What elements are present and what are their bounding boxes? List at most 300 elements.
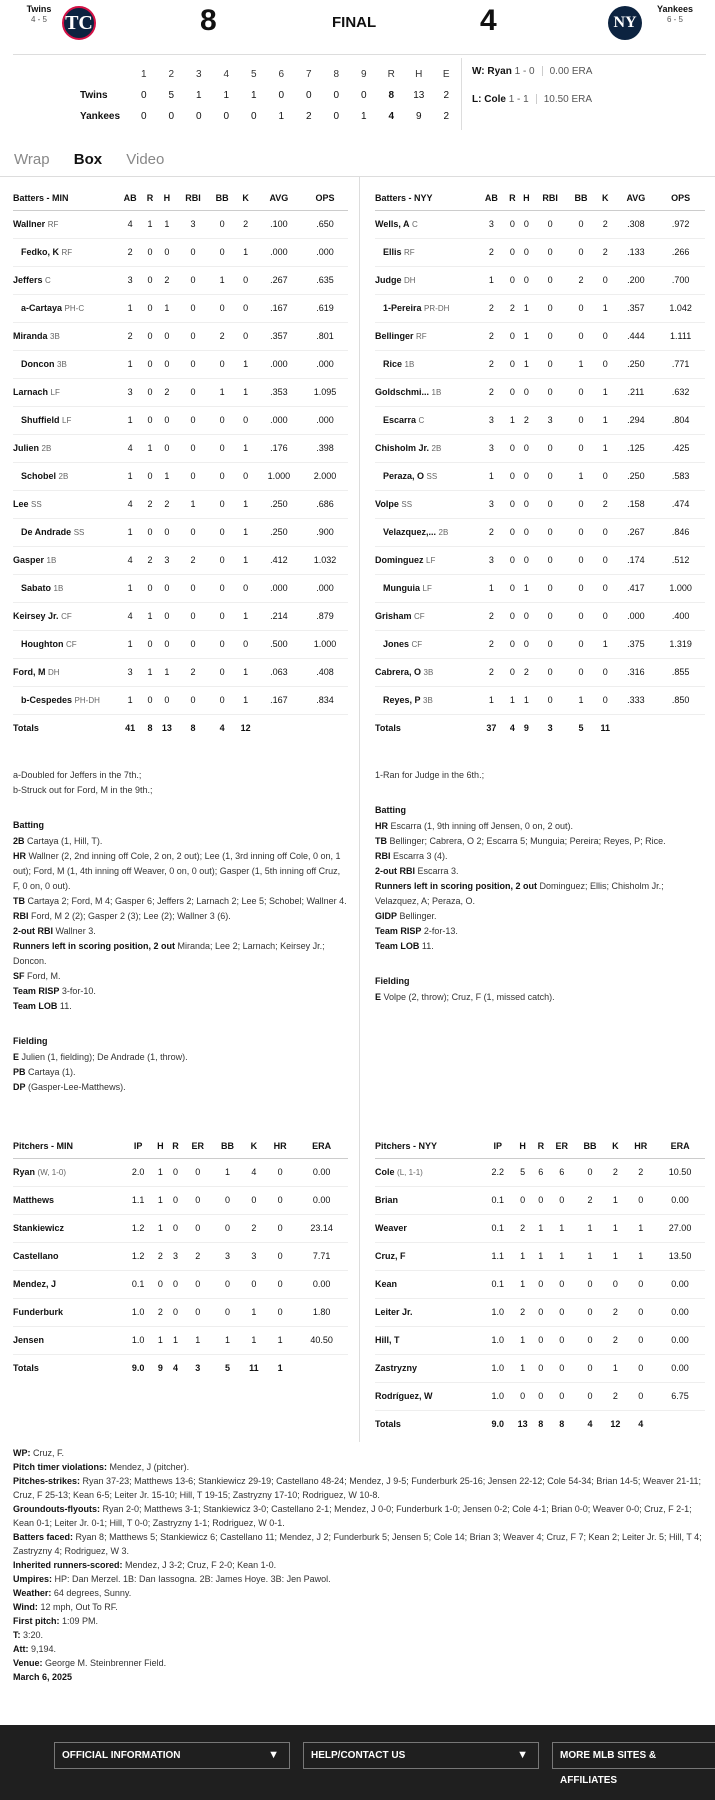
batter-stat: 0 [505,266,519,294]
game-info-line [13,1558,708,1572]
batter-stat: .000 [302,350,348,378]
totals-empty [656,714,705,742]
pitcher-name[interactable]: Hill, T [375,1335,400,1345]
pitcher-stat: 0 [183,1298,212,1326]
pitcher-stat: 3 [243,1242,265,1270]
linescore-cell: 1 [223,90,230,101]
batter-name[interactable]: Fedko, K [21,247,60,257]
batter-stat: 0 [533,602,566,630]
pitcher-row [375,1242,705,1270]
pitcher-stat: 0 [265,1242,295,1270]
pitcher-stat: 2 [153,1298,168,1326]
note-line [375,819,705,834]
pitcher-stat: 0 [576,1354,605,1382]
batter-name[interactable]: Schobel [21,471,57,481]
totals-stat: 41 [125,723,136,734]
linescore-col-header: 3 [195,69,202,80]
game-info-key: Batters faced: [13,1532,74,1542]
batter-stat: 0 [143,322,156,350]
totals-stat: 4 [219,723,225,734]
note-line [375,849,705,864]
batter-stat: 1.042 [656,294,705,322]
batter-cell [375,602,477,630]
batter-stat: .294 [616,406,657,434]
batter-name[interactable]: Grisham [375,611,412,621]
batter-name-wrap [13,583,63,593]
batter-stat: 4 [117,602,144,630]
batter-stat: .700 [656,266,705,294]
batter-name-wrap [13,303,84,313]
batter-stat: .158 [616,490,657,518]
pitcher-cell [375,1214,484,1242]
batter-name[interactable]: Bellinger [375,331,414,341]
divider [461,58,462,130]
totals-stat: 1 [277,1363,283,1374]
pitcher-stat: 3 [168,1242,183,1270]
batter-stat: .650 [302,210,348,238]
winning-pitcher [472,66,592,77]
batter-stat: 0 [143,406,156,434]
game-info-key: Groundouts-flyouts: [13,1504,100,1514]
batter-stat: 0 [567,406,595,434]
tab-box[interactable]: Box [73,151,103,168]
batter-stat: .267 [616,518,657,546]
away-pitching-table [13,1134,348,1382]
linescore-team[interactable]: Yankees [80,111,121,122]
linescore-cell: 1 [250,90,257,101]
win-label: W: [472,66,485,77]
pitcher-name[interactable]: Stankiewicz [13,1223,65,1233]
batter-name[interactable]: Keirsey Jr. [13,611,59,621]
batter-name-wrap [375,639,422,649]
batter-name[interactable]: Judge [375,275,402,285]
batter-name[interactable]: b-Cespedes [21,695,73,705]
pitcher-stat: 0 [548,1270,576,1298]
pitcher-name[interactable]: Funderburk [13,1307,64,1317]
totals-empty [295,1354,348,1382]
game-info-value: Cruz, F. [33,1448,65,1458]
batting-totals-row [375,714,705,742]
game-info-value: Ryan 37-23; Matthews 13-6; Stankiewicz 29-19; Castellano 48-24; Mendez, J 9-5; Funderburk 25-16; Jensen 22-12; Cole 54-34; Brian 14-5; Weaver 21-11; Cruz, F 25-13; Kean 6-5; Leiter Jr. 15-10; Hill, T 19-15; Zastryzny 17-10; Rodriguez, W 10-8. [13,1476,702,1500]
batter-stat: .846 [656,518,705,546]
batter-position: PH-DH [74,696,100,705]
batter-row [13,518,348,546]
batter-row [375,406,705,434]
batter-stat: .972 [656,210,705,238]
pitcher-name[interactable]: Matthews [13,1195,55,1205]
batter-stat: 0 [533,350,566,378]
batting-col-header: AB [477,186,505,210]
batter-row [375,350,705,378]
batter-name-wrap [375,415,424,425]
batter-stat: 2 [477,630,505,658]
chevron-down-icon: ▼ [268,1749,279,1761]
batter-name[interactable]: Ellis [383,247,402,257]
batter-name[interactable]: Lee [13,499,29,509]
batter-name[interactable]: Gasper [13,555,45,565]
batter-stat: 1 [477,574,505,602]
help-contact-button[interactable] [303,1742,539,1769]
batter-stat: 1 [567,686,595,714]
home-team[interactable] [655,4,695,25]
batter-cell [375,518,477,546]
batter-name[interactable]: 1-Pereira [383,303,422,313]
batter-name[interactable]: Rice [383,359,403,369]
pitcher-stat: 0 [534,1298,548,1326]
pitcher-stat: 2 [512,1298,534,1326]
batter-stat: 1.000 [302,630,348,658]
linescore-col-header [80,64,130,85]
batter-name-wrap [13,499,42,509]
batter-name-wrap [13,331,60,341]
batter-name[interactable]: Volpe [375,499,399,509]
tab-wrap[interactable]: Wrap [14,151,50,168]
totals-stat: 12 [240,723,251,734]
totals-stat: 5 [578,723,584,734]
away-team[interactable] [22,4,56,25]
batter-stat: .176 [256,434,302,462]
notes-section-title: Fielding [375,976,410,986]
more-mlb-sites-label: MORE MLB SITES & AFFILIATES [560,1750,657,1786]
batter-stat: 0 [505,518,519,546]
batter-name[interactable]: Miranda [13,331,48,341]
batter-name-wrap [13,415,71,425]
batter-name[interactable]: Chisholm Jr. [375,443,430,453]
batter-name[interactable]: Reyes, P [383,695,421,705]
batter-name[interactable]: Doncon [21,359,55,369]
pitcher-stat: 13.50 [655,1242,705,1270]
game-info-line [13,1614,708,1628]
pitcher-stat: 0 [512,1186,534,1214]
official-information-button[interactable] [54,1742,290,1769]
pitcher-stat: 1 [243,1326,265,1354]
batter-stat: 1 [235,490,255,518]
pitcher-name[interactable]: Leiter Jr. [375,1307,413,1317]
batter-name[interactable]: De Andrade [21,527,72,537]
pitcher-stat: 1 [626,1214,655,1242]
batter-position: RF [47,220,59,229]
pitcher-name[interactable]: Castellano [13,1251,59,1261]
batter-stat: .133 [616,238,657,266]
batter-stat: 0 [519,546,533,574]
pitcher-name[interactable]: Brian [375,1195,399,1205]
batter-row [13,350,348,378]
pitcher-name[interactable]: Kean [375,1279,398,1289]
batter-row [13,406,348,434]
pitcher-stat: 1.0 [124,1298,153,1326]
batter-stat: 0 [235,630,255,658]
pitcher-stat: 0.1 [124,1270,153,1298]
batter-stat: .879 [302,602,348,630]
batter-stat: 0 [567,602,595,630]
batter-stat: 0 [519,602,533,630]
linescore-cell: 0 [140,90,147,101]
batter-row [13,686,348,714]
win-pitcher-era: 0.00 ERA [549,66,593,77]
note-key: 2-out RBI [375,866,415,876]
totals-stat: 11 [249,1363,259,1374]
game-info-key: Venue: [13,1658,43,1668]
batter-stat: 0 [177,378,209,406]
game-info-key: Weather: [13,1588,52,1598]
totals-label: Totals [13,1363,39,1374]
pitcher-stat: 0 [626,1326,655,1354]
batter-stat: 1 [477,462,505,490]
note-value: Cartaya (1, Hill, T). [27,836,103,846]
batter-stat: .834 [302,686,348,714]
batter-stat: 0 [595,574,616,602]
batter-stat: 0 [533,630,566,658]
batter-position: PR-DH [424,304,450,313]
batter-name-wrap [13,387,60,397]
pitching-table-title: Pitchers - NYY [375,1134,484,1158]
batter-stat: 1 [519,574,533,602]
pitcher-name[interactable]: Ryan [13,1167,36,1177]
game-info-value: 1:09 PM. [62,1616,99,1626]
batter-cell [13,294,117,322]
batter-stat: 2 [519,406,533,434]
batter-row [375,490,705,518]
batter-stat: 3 [157,546,177,574]
pitcher-name[interactable]: Rodríguez, W [375,1391,433,1401]
batter-stat: 0 [157,434,177,462]
pitcher-stat: 0 [183,1186,212,1214]
linescore-col-header: 7 [305,69,312,80]
batter-stat: 0 [143,294,156,322]
batter-name[interactable]: Jeffers [13,275,43,285]
game-date: March 6, 2025 [13,1672,73,1682]
batter-stat: 1 [143,658,156,686]
batter-stat: 0 [209,350,236,378]
batter-stat: 0 [209,518,236,546]
note-line [375,834,705,849]
batter-row [13,238,348,266]
notes-section-title: Fielding [13,1036,48,1046]
pitcher-row [375,1354,705,1382]
batter-name[interactable]: Cabrera, O [375,667,422,677]
batter-stat: 1.032 [302,546,348,574]
note-key: E [13,1052,20,1062]
win-pitcher-record: 1 - 0 [514,66,535,77]
tab-video[interactable]: Video [126,151,165,168]
batter-cell [13,490,117,518]
more-mlb-sites-button[interactable] [552,1742,715,1786]
batter-stat: 0 [209,546,236,574]
batter-row [13,378,348,406]
pitcher-name[interactable]: Zastryzny [375,1363,418,1373]
batter-stat: 0 [209,238,236,266]
batter-name[interactable]: Sabato [21,583,52,593]
pitcher-stat: 0 [548,1298,576,1326]
batter-stat: 0 [533,378,566,406]
batter-position: 2B [41,444,52,453]
pitcher-name[interactable]: Jensen [13,1335,45,1345]
batter-position: 3B [423,668,434,677]
batter-stat: 2 [177,546,209,574]
game-info-value: HP: Dan Merzel. 1B: Dan Iassogna. 2B: James Hoye. 3B: Jen Pawol. [54,1574,331,1584]
pitcher-name[interactable]: Cole [375,1167,395,1177]
pitcher-row [13,1158,348,1186]
batter-name[interactable]: Dominguez [375,555,424,565]
batter-stat: 0 [595,602,616,630]
batter-stat: 0 [505,462,519,490]
totals-stat: 4 [173,1363,179,1374]
pitcher-stat: 0 [604,1270,626,1298]
pitching-col-header: HR [265,1134,295,1158]
note-value: Bellinger; Cabrera, O 2; Escarra 5; Munguia; Pereira; Reyes, P; Rice. [389,836,666,846]
batter-name[interactable]: Munguia [383,583,420,593]
totals-stat: 12 [610,1419,621,1430]
pitcher-stat: 0.00 [295,1270,348,1298]
batter-stat: 0 [177,238,209,266]
batter-stat: 2 [143,546,156,574]
linescore-col-header: H [415,69,423,80]
pitcher-stat: 1 [153,1326,168,1354]
batter-cell [375,322,477,350]
linescore-cell: 0 [140,111,147,122]
pitcher-stat: 1 [183,1326,212,1354]
batter-name[interactable]: Houghton [21,639,64,649]
pitcher-stat: 1 [243,1298,265,1326]
batter-stat: 1 [477,686,505,714]
batter-stat: 0 [519,630,533,658]
note-value: Wallner (2, 2nd inning off Cole, 2 on, 2 out); Lee (1, 3rd inning off Cole, 0 on, 1 out); Ford, M (1, 4th inning off Weaver, 0 on, 0 out); Gasper (1, 5th inning off Cruz, F, 0 on, 0 out). [13,851,341,891]
batter-stat: 2 [143,490,156,518]
batter-stat: 1 [143,434,156,462]
game-info-key: Wind: [13,1602,38,1612]
pitcher-stat: 2 [576,1186,605,1214]
batter-cell [13,630,117,658]
batter-stat: .125 [616,434,657,462]
batter-name[interactable]: Wells, A [375,219,410,229]
batter-stat: 0 [235,574,255,602]
batter-name[interactable]: Wallner [13,219,46,229]
totals-stat: 8 [559,1419,565,1430]
batter-stat: 0 [519,518,533,546]
pitcher-name[interactable]: Mendez, J [13,1279,57,1289]
twins-logo[interactable]: TC [62,6,96,40]
batter-position: 3B [423,696,433,705]
note-key: TB [375,836,387,846]
batter-name[interactable]: Goldschmi... [375,387,430,397]
batter-stat: 0 [533,266,566,294]
linescore-cell: 2 [443,111,450,122]
batter-name-wrap [375,443,441,453]
linescore-cell: 2 [443,90,450,101]
totals-label: Totals [375,723,401,734]
batter-stat: .619 [302,294,348,322]
batter-cell [13,546,117,574]
batter-stat: 1 [505,686,519,714]
game-status: FINAL [332,14,377,31]
linescore-cell: 8 [388,90,395,101]
game-info-key: Pitch timer violations: [13,1462,108,1472]
batter-name[interactable]: a-Cartaya [21,303,63,313]
batting-col-header: H [519,186,533,210]
note-key: TB [13,896,25,906]
batter-name[interactable]: Julien [13,443,40,453]
batter-position: C [418,416,425,425]
batter-name[interactable]: Velazquez,... [383,527,437,537]
batter-stat: 0 [519,238,533,266]
batter-row [13,490,348,518]
note-value: Bellinger. [399,911,437,921]
batter-name[interactable]: Ford, M [13,667,46,677]
totals-stat: 8 [147,723,153,734]
note-value: Cartaya 2; Ford, M 4; Gasper 6; Jeffers 2; Larnach 2; Lee 5; Schobel; Wallner 4. [27,896,347,906]
totals-stat: 3 [195,1363,201,1374]
pitcher-cell [375,1326,484,1354]
pitcher-stat: 1.0 [124,1326,153,1354]
pitching-col-header: K [243,1134,265,1158]
pitcher-stat: 1.1 [124,1186,153,1214]
batter-stat: 0 [143,462,156,490]
batter-stat: 0 [505,630,519,658]
away-batting-notes [13,768,348,1095]
linescore-team[interactable]: Twins [80,90,108,101]
divider [536,94,537,104]
batter-row [375,518,705,546]
batter-stat: .353 [256,378,302,406]
note-line [375,879,705,909]
loss-pitcher-name[interactable]: Cole [484,94,506,105]
batter-row [375,462,705,490]
batter-name[interactable]: Peraza, O [383,471,425,481]
note-line [13,999,348,1014]
batter-name-wrap [13,695,100,705]
pitcher-row [375,1214,705,1242]
batter-position: RF [61,248,73,257]
linescore-cell: 9 [415,111,422,122]
pitcher-stat: 0 [576,1326,605,1354]
batter-position: CF [61,612,72,621]
batter-name[interactable]: Jones [383,639,410,649]
batter-position: CF [411,640,423,649]
game-header [0,0,715,47]
batter-stat: 1 [235,378,255,406]
pitcher-name[interactable]: Cruz, F [375,1251,406,1261]
totals-stat: 9 [157,1363,163,1374]
yankees-logo[interactable]: NY [608,6,642,40]
batter-stat: 0 [519,490,533,518]
batter-cell [13,658,117,686]
batter-name[interactable]: Larnach [13,387,49,397]
pitcher-name[interactable]: Weaver [375,1223,407,1233]
batter-stat: 0 [177,350,209,378]
pitcher-cell [375,1186,484,1214]
batter-name[interactable]: Shuffield [21,415,60,425]
loss-pitcher-era: 10.50 ERA [543,94,593,105]
batter-stat: 1 [157,462,177,490]
totals-stat: 5 [225,1363,231,1374]
batting-col-header: AVG [616,186,657,210]
pitching-col-header: HR [626,1134,655,1158]
batter-cell [375,266,477,294]
batter-position: CF [414,612,425,621]
game-info-key: Inherited runners-scored: [13,1560,123,1570]
pitcher-stat: 6.75 [655,1382,705,1410]
batting-col-header: RBI [533,186,566,210]
batter-row [13,294,348,322]
pitcher-stat: 1 [604,1186,626,1214]
batter-stat: .000 [256,350,302,378]
batter-stat: 1 [567,462,595,490]
note-line [375,990,705,1005]
batter-name[interactable]: Escarra [383,415,417,425]
win-pitcher-name[interactable]: Ryan [487,66,512,77]
game-info-value: 64 degrees, Sunny. [53,1588,132,1598]
note-line [13,894,348,909]
